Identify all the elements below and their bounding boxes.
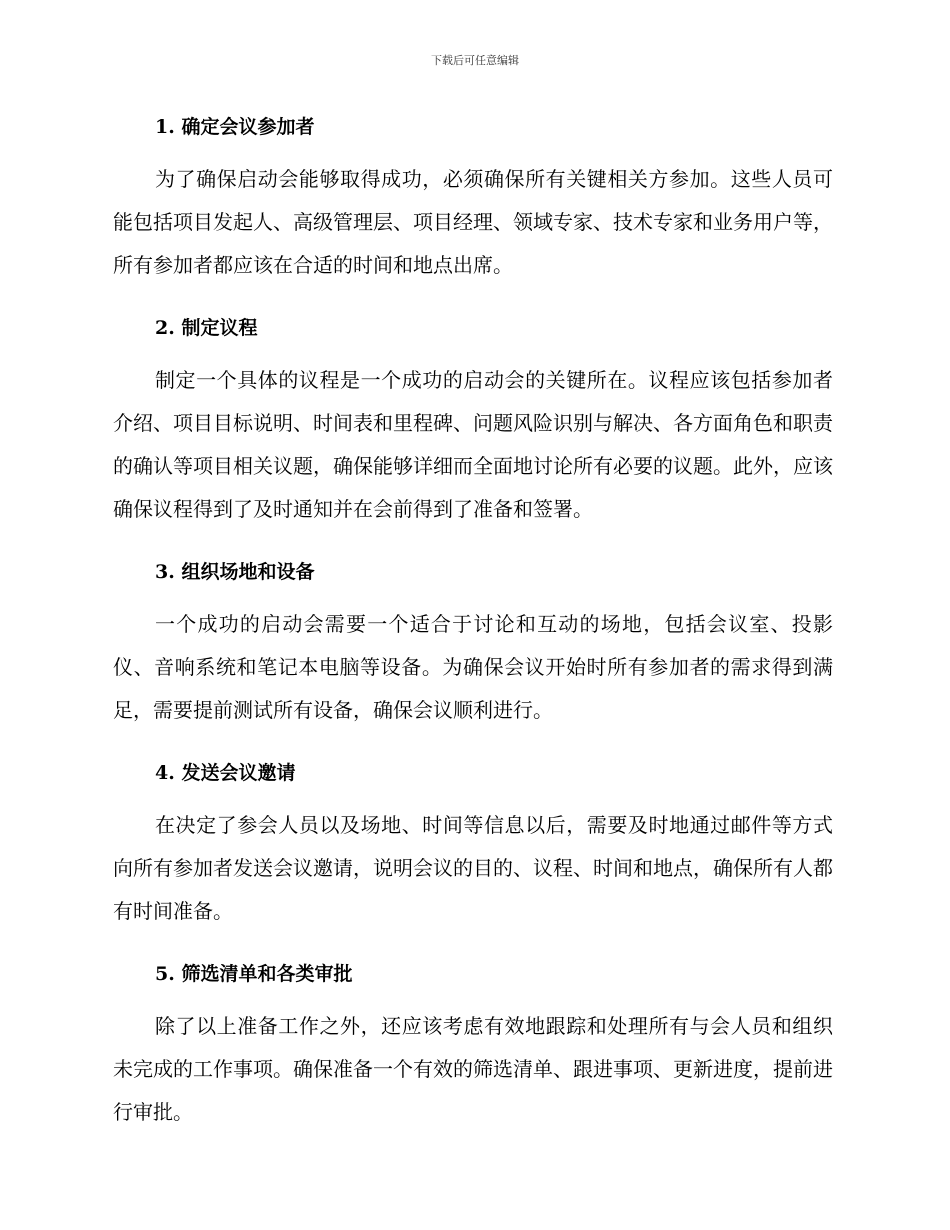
section-heading: 5. 筛选清单和各类审批 (155, 963, 353, 985)
section-1 (113, 108, 833, 287)
section-paragraph: 除了以上准备工作之外，还应该考虑有效地跟踪和处理所有与会人员和组织未完成的工作事项。确保准备一个有效的筛选清单、跟进事项、更新进度，提前进行审批。 (113, 1014, 833, 1124)
section-4 (113, 754, 833, 933)
section-heading: 2. 制定议程 (155, 317, 258, 339)
section-heading: 4. 发送会议邀请 (155, 762, 296, 784)
section-5 (113, 955, 833, 1134)
section-paragraph: 一个成功的启动会需要一个适合于讨论和互动的场地，包括会议室、投影仪、音响系统和笔记本电脑等设备。为确保会议开始时所有参加者的需求得到满足，需要提前测试所有设备，确保会议顺利进行。 (113, 612, 833, 722)
page-header: 下载后可任意编辑 (431, 54, 519, 67)
section-paragraph: 在决定了参会人员以及场地、时间等信息以后，需要及时地通过邮件等方式向所有参加者发送会议邀请，说明会议的目的、议程、时间和地点，确保所有人都有时间准备。 (113, 813, 833, 923)
section-heading: 1. 确定会议参加者 (155, 116, 315, 138)
section-paragraph: 制定一个具体的议程是一个成功的启动会的关键所在。议程应该包括参加者介绍、项目目标说明、时间表和里程碑、问题风险识别与解决、各方面角色和职责的确认等项目相关议题，确保能够详细而全面地讨论所有必要的议题。此外，应该确保议程得到了及时通知并在会前得到了准备和签署。 (113, 368, 833, 521)
document-body (113, 108, 833, 1156)
section-3 (113, 553, 833, 732)
section-2 (113, 309, 833, 531)
section-paragraph: 为了确保启动会能够取得成功，必须确保所有关键相关方参加。这些人员可能包括项目发起人、高级管理层、项目经理、领域专家、技术专家和业务用户等，所有参加者都应该在合适的时间和地点出席。 (113, 167, 833, 277)
section-heading: 3. 组织场地和设备 (155, 561, 315, 583)
